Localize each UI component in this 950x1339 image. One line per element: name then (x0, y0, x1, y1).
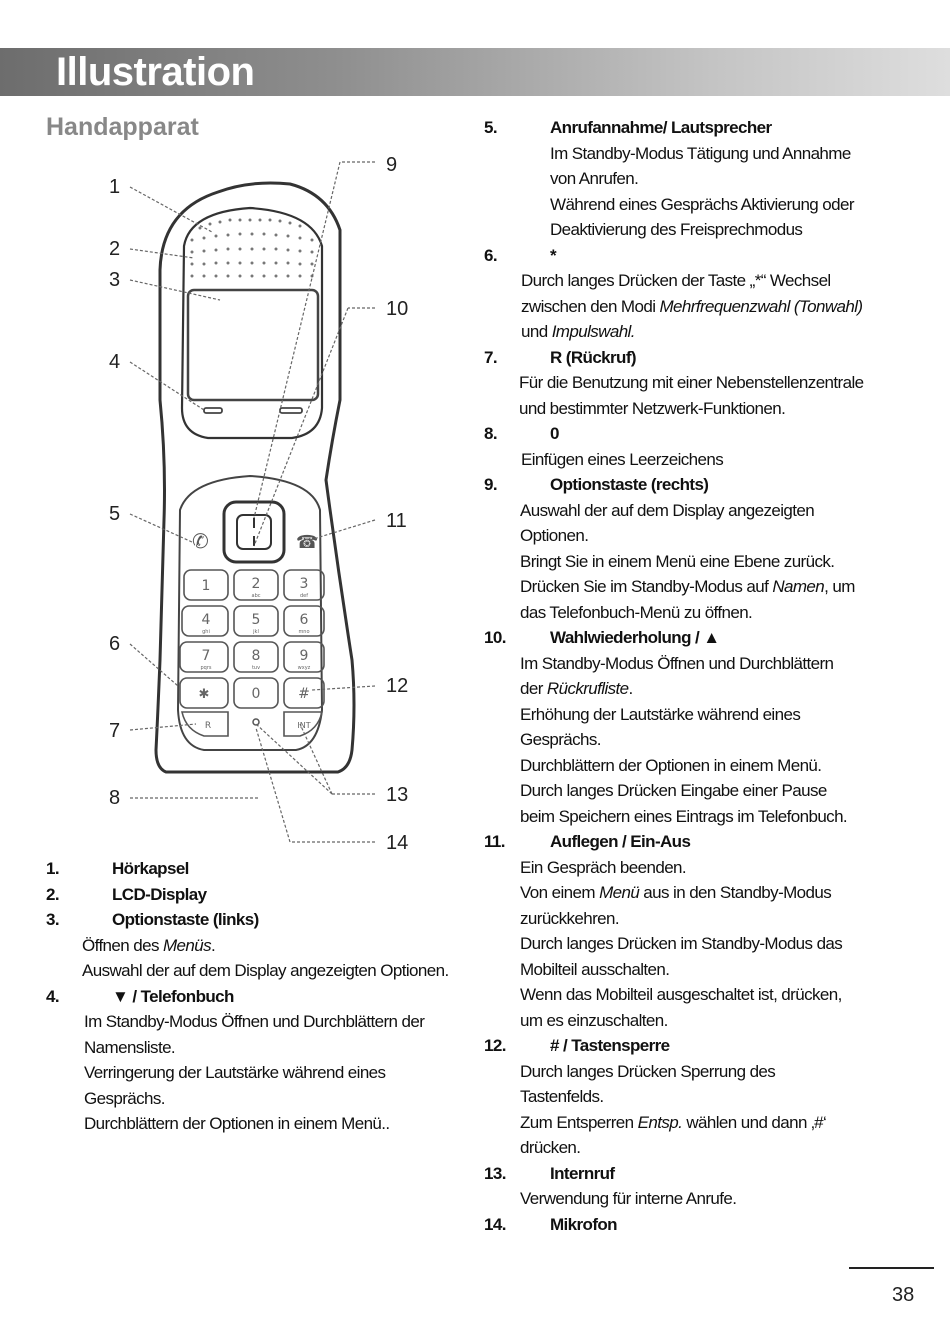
item-description: Im Standby-Modus Öffnen und Durchblättern (520, 653, 834, 673)
item-description: Wenn das Mobilteil ausgeschaltet ist, drücken, (520, 985, 842, 1004)
callout-12: 12 (386, 675, 409, 697)
item-description: um es einzuschalten. (520, 1010, 668, 1030)
legend-item-8 (484, 421, 924, 472)
legend-item-1 (46, 856, 476, 882)
item-description: Durch langes Drücken im Standby-Modus das (520, 934, 843, 953)
item-description: zwischen den Modi Mehrfrequenzwahl (Tonwahl) (521, 296, 863, 316)
item-description: Während eines Gesprächs Aktivierung oder (550, 194, 854, 214)
item-description: Auswahl der auf dem Display angezeigten (520, 500, 815, 520)
legend-item-13 (484, 1161, 924, 1212)
item-title: Optionstaste (rechts) (550, 475, 709, 494)
legend-item-4 (46, 984, 476, 1137)
item-description: und Impulswahl. (521, 322, 635, 341)
page-title: Illustration (56, 50, 255, 94)
key-0: 0 (251, 686, 261, 702)
item-title: Auflegen / Ein-Aus (550, 832, 691, 851)
item-description: Für die Benutzung mit einer Nebenstellenzentrale (519, 373, 864, 392)
key-2-letters: abc (251, 593, 261, 599)
right-legend-list (484, 115, 924, 1237)
callout-11: 11 (386, 510, 407, 532)
key-9: 9 (299, 648, 309, 664)
key-4: 4 (201, 612, 211, 628)
item-title: ▼ / Telefonbuch (112, 986, 234, 1006)
item-description: Verwendung für interne Anrufe. (520, 1189, 737, 1208)
item-title: # / Tastensperre (550, 1036, 670, 1055)
item-number: 14. (484, 1214, 506, 1234)
footer-rule (849, 1267, 934, 1269)
legend-item-2 (46, 882, 476, 908)
item-title: * (550, 245, 557, 265)
key-1: 1 (201, 578, 211, 594)
item-description: Gesprächs. (520, 730, 601, 749)
callout-10: 10 (386, 298, 409, 320)
item-description: beim Speichern eines Eintrags im Telefonbuch. (520, 806, 848, 826)
item-description: das Telefonbuch-Menü zu öffnen. (520, 602, 753, 622)
callout-4: 4 (109, 351, 121, 373)
item-title: Internruf (550, 1163, 615, 1183)
header-banner (0, 48, 950, 96)
legend-item-3 (46, 907, 476, 984)
item-description: von Anrufen. (550, 169, 639, 188)
item-number: 8. (484, 424, 497, 443)
key-4-letters: ghi (202, 629, 210, 635)
item-description: Ein Gespräch beenden. (520, 857, 687, 877)
item-description: Deaktivierung des Freisprechmodus (550, 220, 803, 239)
item-title: 0 (550, 424, 559, 443)
key-7: 7 (201, 648, 211, 664)
callout-14: 14 (386, 832, 409, 854)
item-description: Optionen. (520, 526, 589, 545)
callout-3: 3 (109, 269, 121, 291)
item-title: Anrufannahme/ Lautsprecher (550, 118, 772, 137)
legend-item-12 (484, 1033, 924, 1161)
item-description: Erhöhung der Lautstärke während eines (520, 704, 801, 724)
item-title: Hörkapsel (112, 859, 189, 878)
item-number: 10. (484, 628, 506, 647)
item-number: 13. (484, 1163, 506, 1183)
key-9-letters: wxyz (297, 665, 311, 671)
key-star: ✱ (198, 687, 210, 702)
navigation-key (224, 502, 284, 562)
item-description: der Rückrufliste. (520, 679, 633, 698)
callout-1: 1 (109, 176, 121, 198)
key-7-letters: pqrs (200, 665, 212, 671)
callout-7: 7 (109, 720, 121, 742)
item-description: Durch langes Drücken Sperrung des (520, 1061, 776, 1081)
item-description: Im Standby-Modus Öffnen und Durchblättern der (84, 1012, 425, 1031)
page-number: 38 (892, 1284, 915, 1306)
item-description: Im Standby-Modus Tätigung und Annahme (550, 143, 851, 163)
item-title: Wahlwiederholung / ▲ (550, 628, 720, 647)
item-description: Von einem Menü aus in den Standby-Modus (520, 883, 832, 902)
item-description: zurückkehren. (520, 908, 619, 928)
left-soft-key-slot (204, 408, 222, 413)
left-legend-list (46, 856, 476, 1137)
item-description: Tastenfelds. (520, 1087, 604, 1106)
item-description: Durch langes Drücken Eingabe einer Pause (520, 781, 827, 800)
legend-item-5 (484, 115, 924, 243)
item-description: und bestimmter Netzwerk-Funktionen. (519, 398, 786, 418)
legend-item-6 (484, 243, 924, 345)
key-r: R (204, 721, 212, 731)
item-description: Gesprächs. (84, 1088, 165, 1108)
item-description: drücken. (520, 1138, 581, 1157)
item-description: Drücken Sie im Standby-Modus auf Namen, um (520, 577, 855, 596)
key-8: 8 (251, 648, 261, 664)
legend-item-9 (484, 472, 924, 625)
key-3: 3 (299, 576, 309, 592)
item-number: 5. (484, 118, 497, 137)
item-description: Zum Entsperren Entsp. wählen und dann ‚#‘ (520, 1112, 827, 1132)
item-description: Durchblättern der Optionen in einem Menü.. (84, 1114, 390, 1133)
key-6-letters: mno (298, 629, 310, 635)
callout-5: 5 (109, 503, 121, 525)
item-description: Namensliste. (84, 1037, 176, 1057)
callout-9: 9 (386, 154, 398, 176)
item-description: Öffnen des Menüs. (82, 935, 216, 955)
item-description: Durchblättern der Optionen in einem Menü. (520, 755, 822, 775)
item-number: 6. (484, 245, 497, 265)
item-number: 4. (46, 986, 59, 1006)
item-description: Mobilteil ausschalten. (520, 959, 670, 979)
item-number: 11. (484, 832, 505, 851)
item-number: 1. (46, 859, 59, 878)
call-key-icon: ✆ (192, 529, 209, 553)
key-8-letters: tuv (251, 665, 261, 671)
item-description: Auswahl der auf dem Display angezeigten Optionen. (82, 961, 449, 980)
item-title: Optionstaste (links) (112, 910, 259, 929)
item-number: 2. (46, 884, 59, 904)
key-3-letters: def (299, 593, 309, 599)
key-5-letters: jkl (253, 629, 259, 635)
microphone-hole (253, 719, 259, 725)
key-int: INT (297, 721, 311, 730)
item-description: Einfügen eines Leerzeichens (521, 449, 724, 469)
callout-2: 2 (109, 238, 121, 260)
legend-item-7 (484, 345, 924, 422)
item-description: Durch langes Drücken der Taste „*“ Wechsel (521, 271, 831, 290)
callout-8: 8 (109, 787, 121, 809)
section-title: Handapparat (46, 113, 199, 141)
key-5: 5 (251, 612, 261, 628)
legend-item-11 (484, 829, 924, 1033)
lcd-screen (188, 290, 318, 400)
item-description: Verringerung der Lautstärke während eines (84, 1063, 386, 1082)
key-6: 6 (299, 612, 309, 628)
item-title: Mikrofon (550, 1214, 617, 1234)
item-number: 7. (484, 347, 497, 367)
item-number: 3. (46, 910, 59, 929)
item-number: 12. (484, 1036, 506, 1055)
item-title: LCD-Display (112, 884, 207, 904)
right-soft-key-slot (280, 408, 302, 413)
handset-illustration (100, 150, 430, 860)
legend-item-14 (484, 1212, 924, 1238)
legend-item-10 (484, 625, 924, 829)
key-2: 2 (251, 576, 261, 592)
item-description: Bringt Sie in einem Menü eine Ebene zurück. (520, 551, 835, 571)
earpiece-grille (191, 219, 314, 278)
callout-13: 13 (386, 784, 409, 806)
callout-6: 6 (109, 633, 121, 655)
end-key-icon: ☎ (296, 532, 319, 553)
key-hash: # (298, 686, 310, 702)
item-number: 9. (484, 475, 497, 494)
item-title: R (Rückruf) (550, 347, 636, 367)
